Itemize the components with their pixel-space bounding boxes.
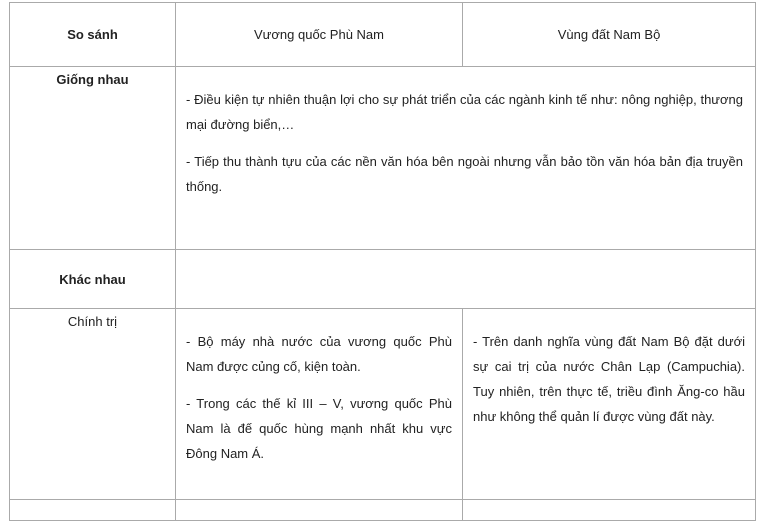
politics-phu-nam-point: - Trong các thế kỉ III – V, vương quốc Phù Nam là đế quốc hùng mạnh nhất khu vực Đông Nam Á. (186, 396, 452, 461)
table-row (10, 67, 756, 250)
similar-content (176, 67, 756, 250)
tail-cell (10, 500, 176, 521)
comparison-table (9, 2, 756, 521)
header-compare: So sánh (10, 3, 176, 67)
table-row (10, 500, 756, 521)
table-row (10, 250, 756, 309)
different-label: Khác nhau (10, 250, 176, 309)
politics-phu-nam-point: - Bộ máy nhà nước của vương quốc Phù Nam được củng cố, kiện toàn. (186, 334, 452, 374)
politics-nam-bo (463, 309, 756, 500)
politics-label: Chính trị (10, 309, 176, 500)
similar-point: - Tiếp thu thành tựu của các nền văn hóa bên ngoài nhưng vẫn bảo tồn văn hóa bản địa truyền thống. (186, 154, 743, 194)
similar-point: - Điều kiện tự nhiên thuận lợi cho sự phát triển của các ngành kinh tế như: nông nghiệp, thương mại đường biển,… (186, 92, 743, 132)
header-phu-nam: Vương quốc Phù Nam (176, 3, 463, 67)
tail-cell (176, 500, 463, 521)
similar-label: Giống nhau (10, 67, 176, 250)
politics-nam-bo-point: - Trên danh nghĩa vùng đất Nam Bộ đặt dưới sự cai trị của nước Chân Lạp (Campuchia). Tuy nhiên, trên thực tế, triều đình Ăng-co hầu như không thể quản lí được vùng đất này. (473, 334, 745, 424)
politics-phu-nam (176, 309, 463, 500)
header-nam-bo: Vùng đất Nam Bộ (463, 3, 756, 67)
different-content (176, 250, 756, 309)
tail-cell (463, 500, 756, 521)
header-row (10, 3, 756, 67)
table-row (10, 309, 756, 500)
